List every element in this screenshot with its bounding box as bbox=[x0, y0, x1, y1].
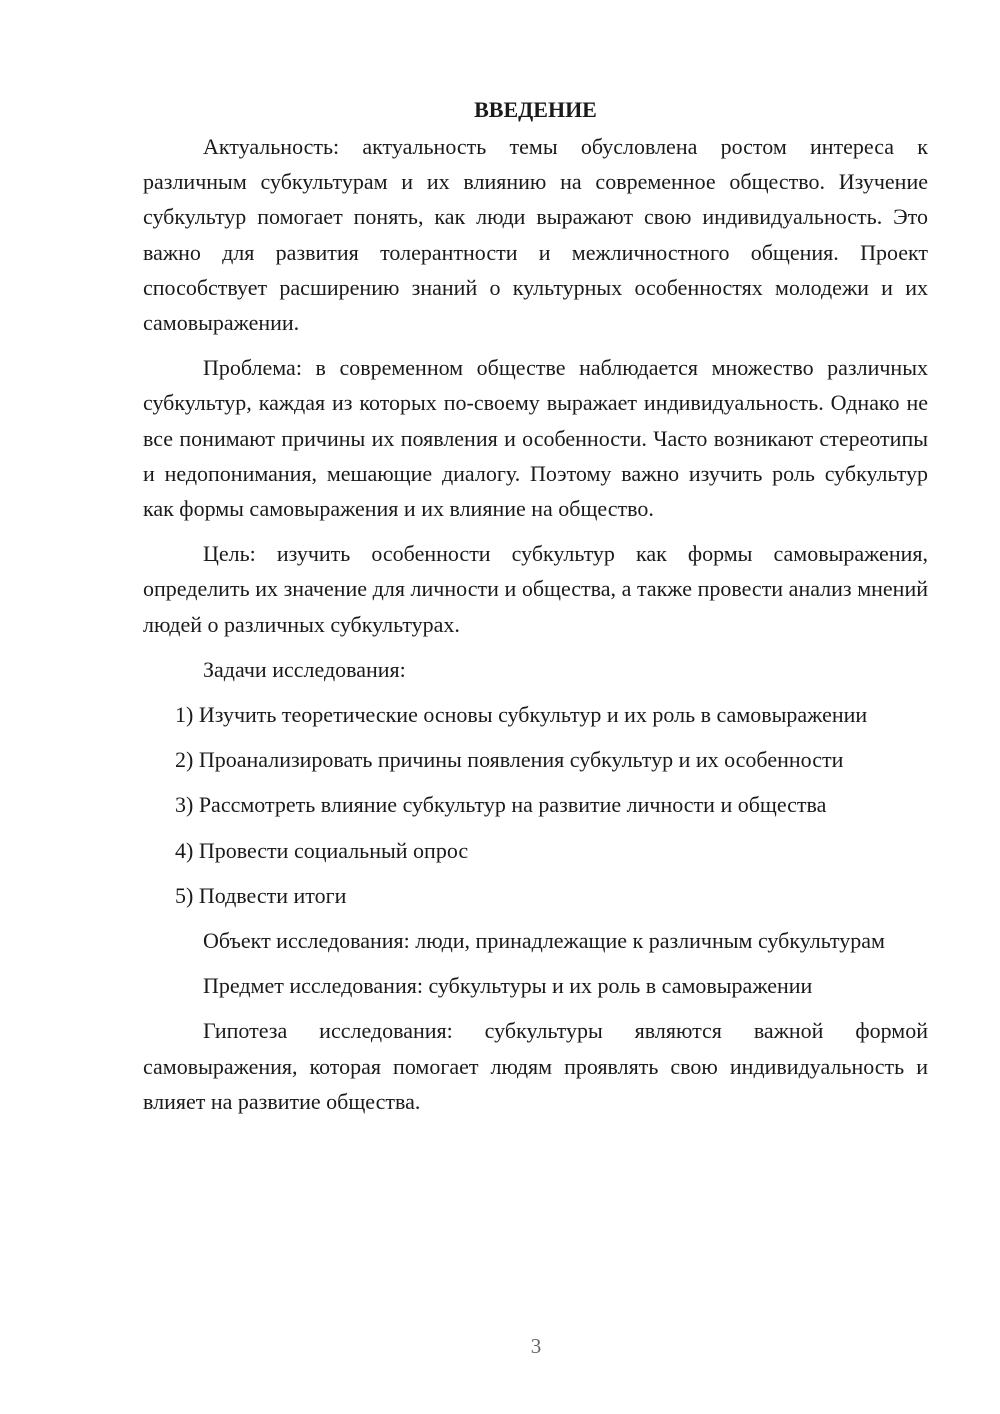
page-number: 3 bbox=[530, 1334, 542, 1358]
document-page bbox=[143, 92, 928, 1129]
paragraph-goal: Цель: изучить особенности субкультур как формы самовыражения, определить их значение для личности и общества, а также провести анализ мнений людей о различных субкультурах. bbox=[143, 541, 928, 637]
paragraph-relevance: Актуальность: актуальность темы обусловлена ростом интереса к различным субкультурам и их влиянию на современное общество. Изучение субкультур помогает понять, как люди выражают свою индивидуальность. Это важно для развития толерантности и межличностного общения. Проект способствует расширению знаний о культурных особенностях молодежи и их самовыражении. bbox=[143, 134, 928, 336]
page-title: ВВЕДЕНИЕ bbox=[474, 97, 597, 122]
task-item-1: 1) Изучить теоретические основы субкультур и их роль в самовыражении bbox=[175, 702, 868, 728]
task-item-2: 2) Проанализировать причины появления субкультур и их особенности bbox=[175, 747, 844, 773]
task-item-4: 4) Провести социальный опрос bbox=[175, 837, 469, 863]
paragraph-hypothesis: Гипотеза исследования: субкультуры являются важной формой самовыражения, которая помогает людям проявлять свою индивидуальность и влияет на развитие общества. bbox=[143, 1018, 928, 1114]
paragraph-tasks-heading: Задачи исследования: bbox=[203, 656, 406, 682]
paragraph-subject: Предмет исследования: субкультуры и их роль в самовыражении bbox=[203, 973, 813, 999]
paragraph-problem: Проблема: в современном обществе наблюдается множество различных субкультур, каждая из которых по-своему выражает индивидуальность. Однако не все понимают причины их появления и особенности. Часто возникают стереотипы и недопонимания, мешающие диалогу. Поэтому важно изучить роль субкультур как формы самовыражения и их влияние на общество. bbox=[143, 355, 928, 522]
task-item-3: 3) Рассмотреть влияние субкультур на развитие личности и общества bbox=[175, 792, 827, 818]
paragraph-object: Объект исследования: люди, принадлежащие к различным субкультурам bbox=[203, 928, 885, 954]
task-item-5: 5) Подвести итоги bbox=[175, 882, 347, 908]
